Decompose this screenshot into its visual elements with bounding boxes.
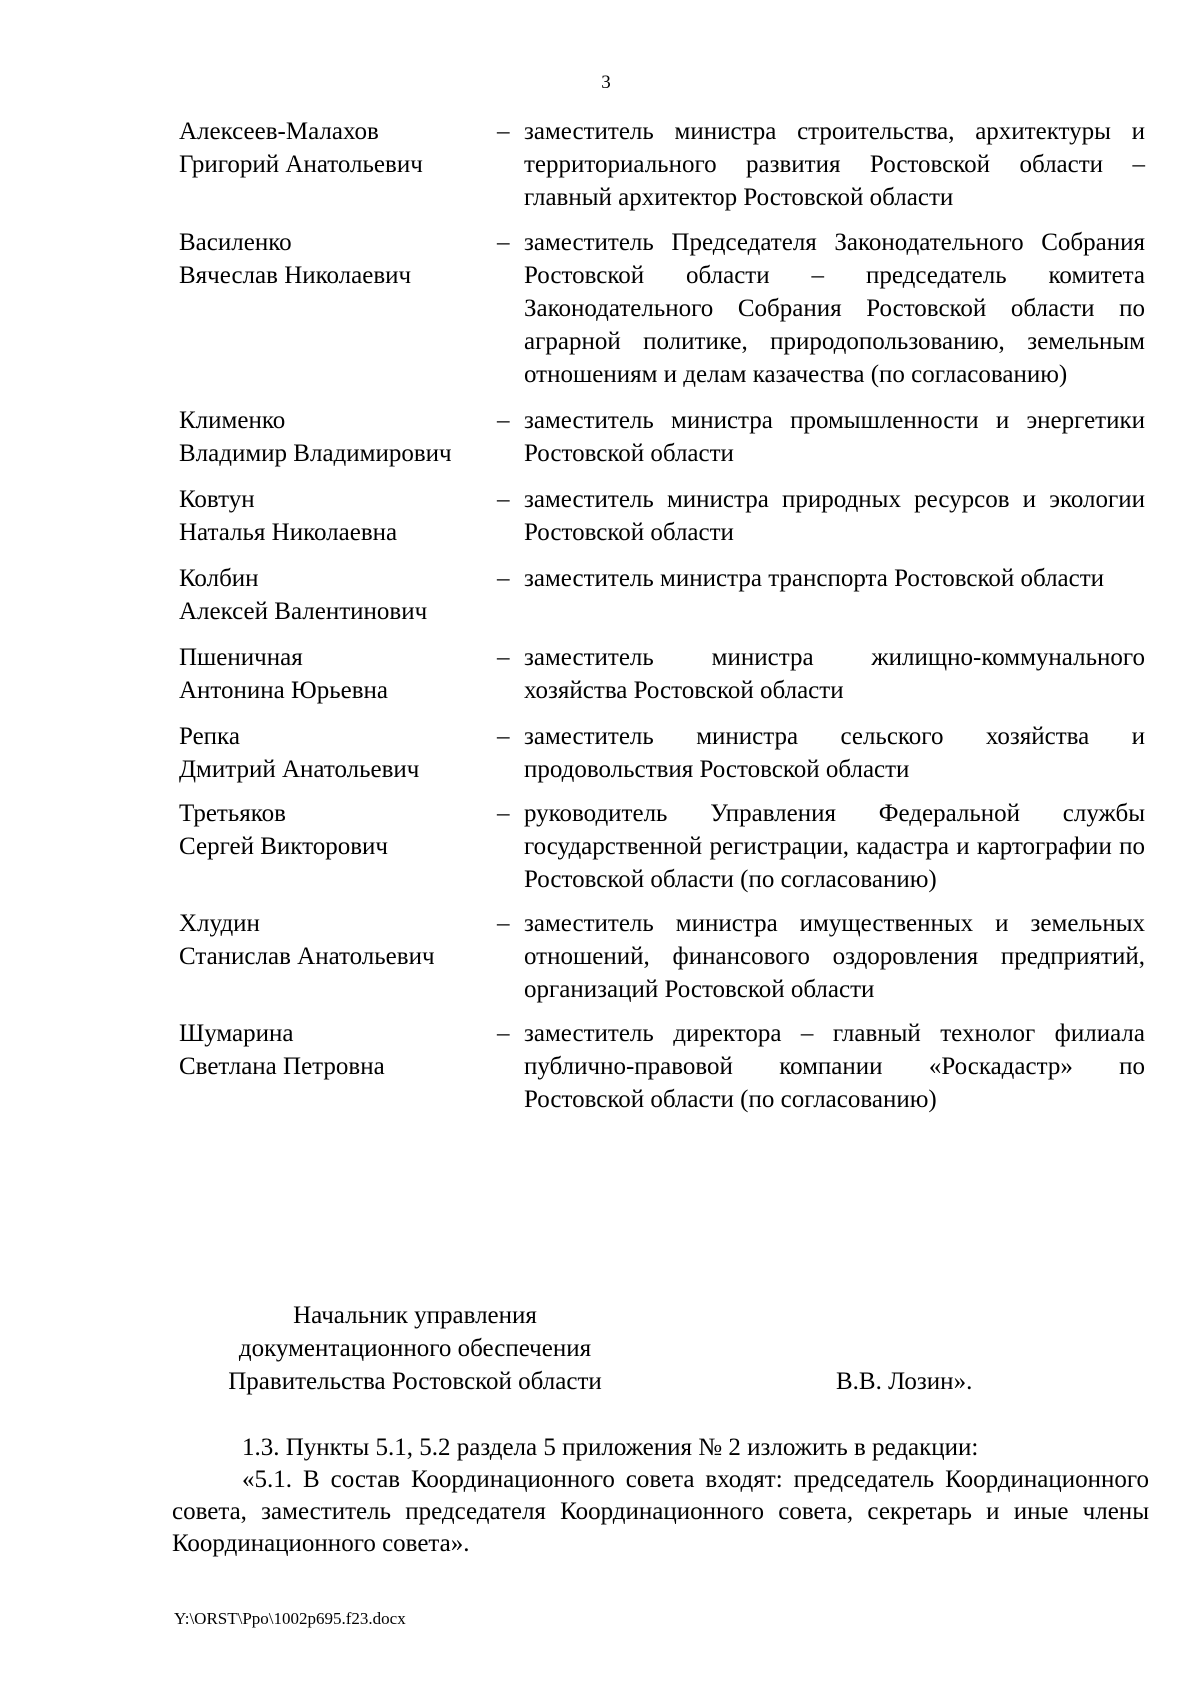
- signatory-position-line: документационного обеспечения: [238, 1335, 592, 1362]
- member-surname: Алексеев-Малахов: [179, 118, 379, 145]
- member-name: [179, 720, 497, 786]
- member-row: [179, 404, 1145, 470]
- member-row: [179, 720, 1145, 786]
- amendment-text-paragraph: «5.1. В состав Координационного совета входят: председатель Координационного совета, заместитель председателя Координационного совета, секретарь и иные члены Координационного совета».: [172, 1466, 1149, 1557]
- member-surname: Хлудин: [179, 910, 260, 937]
- member-row: [179, 483, 1145, 549]
- signatory-position-line: Правительства Ростовской области: [228, 1368, 602, 1395]
- member-given-names: Светлана Петровна: [179, 1053, 385, 1080]
- member-surname: Шумарина: [179, 1020, 294, 1047]
- member-dash: –: [497, 1020, 510, 1047]
- member-dash: –: [497, 229, 510, 256]
- signature-block: [190, 1299, 1020, 1398]
- member-surname: Колбин: [179, 565, 259, 592]
- member-surname: Ковтун: [179, 486, 255, 513]
- member-dash: –: [497, 723, 510, 750]
- member-dash: –: [497, 118, 510, 145]
- member-given-names: Дмитрий Анатольевич: [179, 756, 420, 783]
- member-name: [179, 1017, 497, 1083]
- member-given-names: Антонина Юрьевна: [179, 677, 388, 704]
- member-role: заместитель Председателя Законодательного Собрания Ростовской области – председатель комитета Законодательного Собрания Ростовской области по аграрной политике, природопользованию, земельным отношениям и делам казачества (по согласованию): [524, 229, 1145, 388]
- member-given-names: Сергей Викторович: [179, 833, 388, 860]
- member-dash: –: [497, 486, 510, 513]
- member-name: [179, 404, 497, 470]
- member-role: заместитель директора – главный технолог филиала публично-правовой компании «Роскадастр» по Ростовской области (по согласованию): [524, 1020, 1145, 1113]
- member-dash: –: [497, 800, 510, 827]
- member-given-names: Алексей Валентинович: [179, 598, 428, 625]
- file-path-footer: Y:\ORST\Ppo\1002p695.f23.docx: [174, 1609, 406, 1628]
- member-name: [179, 562, 497, 628]
- member-name: [179, 226, 497, 292]
- member-role: заместитель министра природных ресурсов и экологии Ростовской области: [524, 486, 1145, 546]
- member-row: [179, 797, 1145, 896]
- member-given-names: Наталья Николаевна: [179, 519, 398, 546]
- member-surname: Клименко: [179, 407, 286, 434]
- member-name: [179, 641, 497, 707]
- member-role: заместитель министра промышленности и энергетики Ростовской области: [524, 407, 1145, 467]
- member-role: заместитель министра транспорта Ростовской области: [524, 565, 1105, 592]
- amendment-lead-paragraph: 1.3. Пункты 5.1, 5.2 раздела 5 приложения № 2 изложить в редакции:: [242, 1434, 979, 1461]
- member-role: руководитель Управления Федеральной службы государственной регистрации, кадастра и картографии по Ростовской области (по согласованию): [524, 800, 1145, 893]
- member-dash: –: [497, 407, 510, 434]
- member-name: [179, 797, 497, 863]
- member-role: заместитель министра имущественных и земельных отношений, финансового оздоровления предприятий, организаций Ростовской области: [524, 910, 1145, 1003]
- member-row: [179, 641, 1145, 707]
- council-members-list: [179, 115, 1145, 1116]
- member-row: [179, 562, 1145, 628]
- amendment-section: [172, 1432, 1149, 1560]
- member-given-names: Станислав Анатольевич: [179, 943, 435, 970]
- member-surname: Репка: [179, 723, 240, 750]
- member-role: заместитель министра сельского хозяйства и продовольствия Ростовской области: [524, 723, 1145, 783]
- member-row: [179, 1017, 1145, 1116]
- member-given-names: Владимир Владимирович: [179, 440, 452, 467]
- member-row: [179, 226, 1145, 391]
- member-role: заместитель министра жилищно-коммунального хозяйства Ростовской области: [524, 644, 1145, 704]
- member-surname: Третьяков: [179, 800, 286, 827]
- member-surname: Пшеничная: [179, 644, 303, 671]
- signatory-position-line: Начальник управления: [293, 1302, 537, 1329]
- signatory-position: [190, 1299, 640, 1398]
- member-given-names: Григорий Анатольевич: [179, 151, 423, 178]
- member-dash: –: [497, 910, 510, 937]
- member-dash: –: [497, 565, 510, 592]
- page-number: 3: [601, 72, 611, 93]
- member-surname: Василенко: [179, 229, 292, 256]
- member-row: [179, 907, 1145, 1006]
- member-name: [179, 115, 497, 181]
- member-dash: –: [497, 644, 510, 671]
- signatory-name: В.В. Лозин».: [836, 1368, 973, 1395]
- member-row: [179, 115, 1145, 214]
- member-role: заместитель министра строительства, архитектуры и территориального развития Ростовской области – главный архитектор Ростовской области: [524, 118, 1145, 211]
- member-name: [179, 483, 497, 549]
- member-given-names: Вячеслав Николаевич: [179, 262, 412, 289]
- member-name: [179, 907, 497, 973]
